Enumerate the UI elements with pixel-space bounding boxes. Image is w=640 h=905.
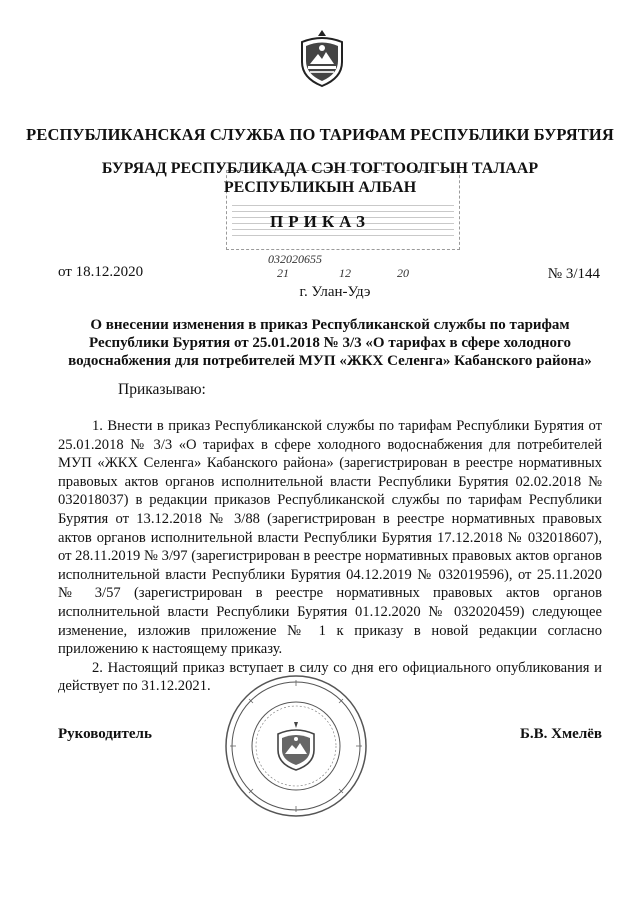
org-title-bur-line2: РЕСПУБЛИКЫН АЛБАН <box>223 179 417 196</box>
document-city: г. Улан-Удэ <box>299 284 371 300</box>
signatory-position: Руководитель <box>58 726 152 742</box>
org-title-bur-line1: БУРЯАД РЕСПУБЛИКАДА СЭН ТОГТООЛГЫН ТАЛААР <box>101 160 539 177</box>
order-word: Приказываю: <box>118 381 206 398</box>
official-seal-stamp <box>222 672 370 820</box>
coat-of-arms-emblem <box>296 28 348 88</box>
registration-number: 032020655 <box>268 252 322 266</box>
paragraph-2: 2. Настоящий приказ вступает в силу со дня его официального опубликования и действует по 31.12.2021. <box>58 659 602 695</box>
registration-day: 21 <box>277 266 289 280</box>
org-title-ru: РЕСПУБЛИКАНСКАЯ СЛУЖБА ПО ТАРИФАМ РЕСПУБЛИКИ БУРЯТИЯ <box>26 125 614 144</box>
registration-month: 12 <box>339 266 351 280</box>
document-subject: О внесении изменения в приказ Республиканской службы по тарифам Республики Бурятия от 25.01.2018 № 3/3 «О тарифах в сфере холодного водоснабжения для потребителей МУП «ЖКХ Селенга» Кабанского района» <box>68 317 592 369</box>
document-number: № 3/144 <box>547 266 600 282</box>
registration-date <box>254 266 454 281</box>
document-body <box>58 417 602 696</box>
signatory-name: Б.В. Хмелёв <box>519 726 602 742</box>
document-type: ПРИКАЗ <box>270 212 370 231</box>
paragraph-1: 1. Внести в приказ Республиканской службы по тарифам Республики Бурятия от 25.01.2018 № 3/3 «О тарифах в сфере холодного водоснабжения для потребителей МУП «ЖКХ Селенга» Кабанского района» (зарегистрирован в реестре нормативных правовых актов органов исполнительной власти Республики Бурятия 02.02.2018 № 032018037) в редакции приказов Республиканской службы по тарифам Республики Бурятия от 13.12.2018 № 3/88 (зарегистрирован в реестре нормативных правовых актов органов исполнительной власти Республики Бурятия 17.12.2018 № 032018607), от 28.11.2019 № 3/97 (зарегистрирован в реестре нормативных правовых актов органов исполнительной власти Республики Бурятия 04.12.2019 № 032019596), от 25.11.2020 № 3/57 (зарегистрирован в реестре нормативных правовых актов органов исполнительной власти Республики Бурятия 01.12.2020 № 032020459) следующее изменение, изложив приложение № 1 к приказу в новой редакции согласно приложению к настоящему приказу. <box>58 418 602 658</box>
registration-year: 20 <box>397 266 409 280</box>
document-date: от 18.12.2020 <box>58 264 144 280</box>
